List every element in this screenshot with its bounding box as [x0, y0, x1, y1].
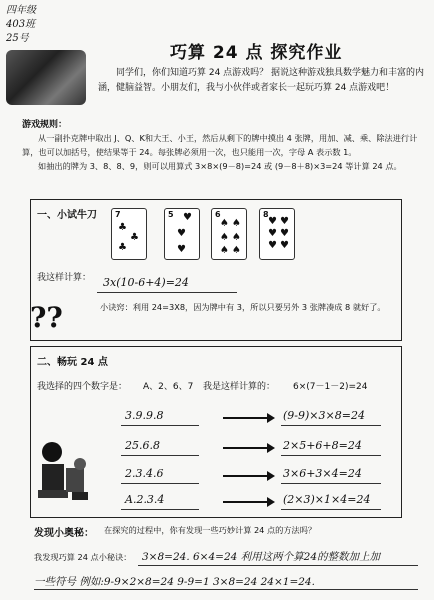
section-2-calc-label: 我是这样计算的： — [203, 382, 276, 392]
discovery-label: 我发现巧算 24 点小秘诀： — [34, 552, 132, 562]
spade-icon: ♠ — [220, 232, 229, 243]
arrow-right-icon — [223, 475, 273, 477]
heart-icon: ♥ — [268, 240, 277, 251]
answer-underline — [281, 483, 381, 484]
student-number: 25号 — [6, 33, 29, 44]
spade-icon: ♠ — [232, 232, 241, 243]
arrow-right-icon — [223, 417, 273, 419]
spade-icon: ♠ — [232, 218, 241, 229]
arrow-right-icon — [223, 447, 273, 449]
discovery-answer-line-1: 3×8=24. 6×4=24 利用这两个算24的整数加上加 — [142, 551, 381, 563]
answer-underline — [281, 425, 381, 426]
row-answer: (2×3)×1×4=24 — [283, 493, 371, 506]
club-icon: ♣ — [118, 242, 127, 253]
section-1-calc-label: 我这样计算： — [37, 273, 92, 283]
numbers-underline — [121, 455, 199, 456]
section-2-chosen-numbers: A、2、6、7 — [143, 382, 194, 392]
row-answer: (9-9)×3×8=24 — [283, 409, 365, 422]
playing-card — [211, 208, 247, 260]
rules-paragraph-2: 如抽出的牌为 3、8、8、9，则可以用算式 3×8×(9－8)=24 或 (9－8＋8)×3=24 等计算 24 点。 — [38, 161, 402, 171]
heart-icon: ♥ — [268, 216, 277, 227]
question-mark-icon: ?​? — [30, 301, 63, 334]
heart-icon: ♥ — [280, 216, 289, 227]
card-rank: 8 — [263, 210, 269, 219]
club-icon: ♣ — [130, 232, 139, 243]
row-numbers: A.2.3.4 — [125, 493, 165, 506]
arrow-right-icon — [223, 501, 273, 503]
numbers-underline — [121, 425, 199, 426]
heart-icon: ♥ — [177, 228, 186, 239]
row-numbers: 25.6.8 — [125, 439, 160, 452]
section-2-heading: 二、畅玩 24 点 — [37, 357, 108, 368]
discovery-heading: 发现小奥秘： — [34, 528, 94, 539]
playing-card — [164, 208, 200, 260]
answer-underline — [281, 509, 381, 510]
answer-underline — [34, 589, 418, 590]
section-1-tip: 小诀窍：利用 24=3X8，因为牌中有 3，所以只要另外 3 张牌凑成 8 就好了。 — [100, 302, 386, 312]
playing-card — [259, 208, 295, 260]
heart-icon: ♥ — [280, 240, 289, 251]
section-2-choose-label: 我选择的四个数字是： — [37, 382, 128, 392]
intro-paragraph: 同学们，你们知道巧算 24 点游戏吗？ 据说这种游戏独具数学魅力和丰富的内涵，健脑益智。小朋友们，我与小伙伴或者家长一起玩巧算 24 点游戏吧！ — [98, 68, 425, 93]
card-rank: 5 — [168, 210, 174, 219]
spade-icon: ♠ — [232, 245, 241, 256]
student-info — [6, 4, 36, 46]
rules-paragraph-1: 从一副扑克牌中取出 J、Q、K和大王、小王，然后从剩下的牌中摸出 4 张牌，用加、减、乘、除法进行计算，也可以加括号，使结果等于 24。每张牌必须用一次，也只能用一次，字母 A 表示数 1。 — [22, 133, 418, 157]
student-class: 403班 — [6, 19, 36, 30]
row-answer: 3×6+3×4=24 — [283, 467, 362, 480]
heart-icon: ♥ — [280, 228, 289, 239]
rules-heading: 游戏规则： — [22, 120, 68, 130]
rules-text — [22, 131, 422, 173]
decorative-image — [6, 50, 86, 105]
discovery-question: 在探究的过程中，你有发现一些巧妙计算 24 点的方法吗？ — [104, 525, 317, 535]
playing-card — [111, 208, 147, 260]
section-2-calc-answer: 6×(7－1－2)=24 — [293, 382, 368, 392]
heart-icon: ♥ — [177, 244, 186, 255]
section-1-calc-answer: 3x(10-6+4)=24 — [103, 276, 189, 289]
card-rank: 6 — [215, 210, 221, 219]
answer-underline — [97, 292, 237, 293]
row-numbers: 2.3.4.6 — [125, 467, 164, 480]
heart-icon: ♥ — [183, 212, 192, 223]
answer-underline — [281, 455, 381, 456]
row-numbers: 3.9.9.8 — [125, 409, 164, 422]
child-playing-illustration — [36, 438, 92, 508]
spade-icon: ♠ — [220, 218, 229, 229]
spade-icon: ♠ — [220, 245, 229, 256]
card-rank: 7 — [115, 210, 121, 219]
numbers-underline — [121, 509, 199, 510]
student-grade: 四年级 — [6, 5, 36, 16]
row-answer: 2×5+6+8=24 — [283, 439, 362, 452]
answer-underline — [138, 565, 418, 566]
discovery-answer-line-2: 一些符号 例如:9-9×2×8=24 9-9=1 3×8=24 24×1=24. — [34, 576, 315, 588]
section-1-heading: 一、小试牛刀 — [37, 210, 97, 221]
club-icon: ♣ — [118, 222, 127, 233]
page-title: 巧算 24 点 探究作业 — [170, 43, 343, 63]
numbers-underline — [121, 483, 199, 484]
heart-icon: ♥ — [268, 228, 277, 239]
